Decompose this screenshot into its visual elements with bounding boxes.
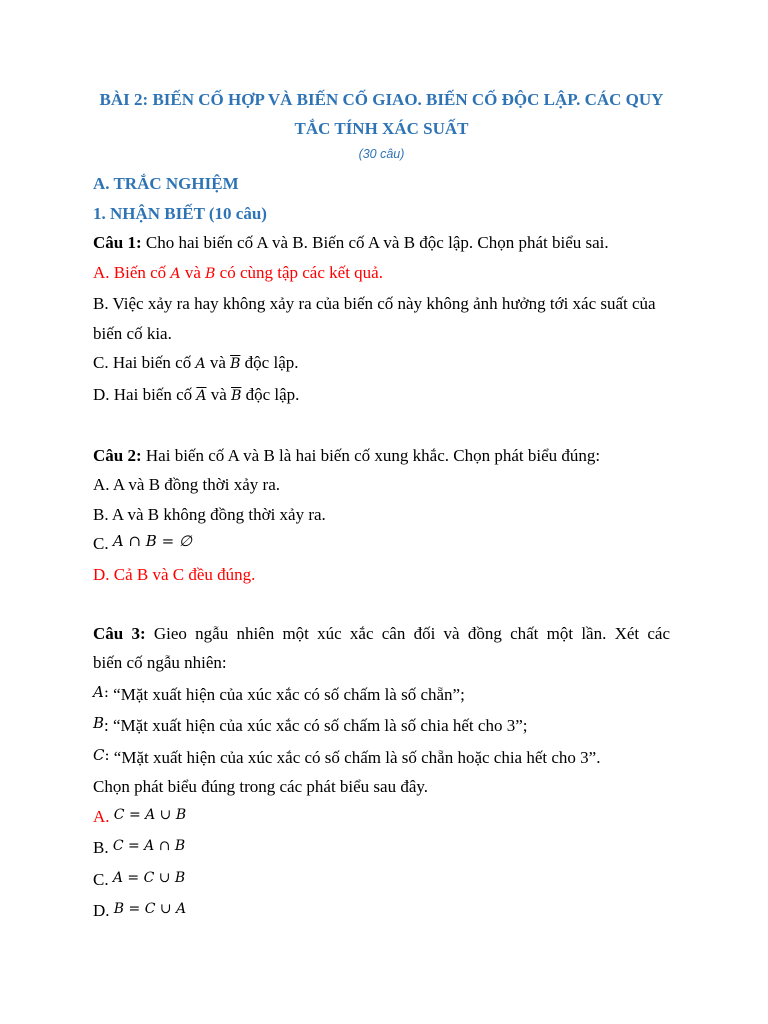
event-b-colon: : <box>104 716 109 735</box>
question-2 <box>93 441 670 471</box>
document-page <box>93 85 670 928</box>
option-d-prefix: D. Hai biến cố <box>93 384 197 404</box>
option-d-suffix: độc lập. <box>241 384 300 404</box>
question-1 <box>93 228 670 258</box>
question-2-option-c <box>93 529 670 560</box>
question-1-option-c <box>93 348 670 380</box>
question-1-label: Câu 1: <box>93 233 142 252</box>
event-c-colon: : <box>104 745 110 764</box>
option-a-formula: C = A ∪ B <box>113 806 187 823</box>
option-b-label: B. <box>93 838 113 857</box>
event-a <box>93 678 670 710</box>
event-a-text: “Mặt xuất hiện của xúc xắc có số chấm là số chẵn”; <box>108 684 465 704</box>
section-heading-1: 1. NHẬN BIẾT (10 câu) <box>93 203 267 223</box>
option-c-label: C. <box>93 869 113 889</box>
question-1-text: Cho hai biến cố A và B. Biến cố A và B độc lập. Chọn phát biểu sai. <box>141 233 609 252</box>
option-a-mid: và <box>180 262 206 282</box>
option-a-prefix: A. Biến cố <box>93 262 171 282</box>
section-heading-a: A. TRẮC NGHIỆM <box>93 174 239 193</box>
question-2-option-b: B. A và B không đồng thời xảy ra. <box>93 504 326 524</box>
option-c-label: C. <box>93 534 113 553</box>
event-c-name: C <box>93 745 105 764</box>
event-c <box>93 741 670 773</box>
question-2-option-a: A. A và B đồng thời xảy ra. <box>93 475 280 494</box>
question-3-prompt: Chọn phát biểu đúng trong các phát biểu sau đây. <box>93 777 429 796</box>
spacer <box>93 589 670 619</box>
event-a-colon: : <box>103 682 109 701</box>
event-a-name: A <box>93 682 104 701</box>
question-3-text-cont: biến cố ngẫu nhiên: <box>93 653 227 672</box>
spacer <box>93 411 670 441</box>
var-a-complement: $\overline{A}$ <box>196 387 207 404</box>
event-b <box>93 709 670 741</box>
question-2-option-d: D. Cả B và C đều đúng. <box>93 564 256 584</box>
option-b-formula: C = A ∩ B <box>112 838 186 854</box>
event-b-name: B <box>93 714 105 732</box>
question-1-option-a <box>93 258 670 290</box>
question-1-option-b: B. Việc xảy ra hay không xảy ra của biến cố này không ảnh hưởng tới xác suất của biến cố kia. <box>93 294 656 343</box>
question-1-option-d <box>93 380 670 412</box>
question-3-option-c <box>93 865 670 897</box>
question-2-label: Câu 2: <box>93 445 142 465</box>
option-c-mid: và <box>205 353 231 372</box>
event-b-text: “Mặt xuất hiện của xúc xắc có số chấm là số chia hết cho 3”; <box>108 716 528 735</box>
var-a: A <box>170 265 181 282</box>
question-3 <box>93 619 670 649</box>
page-title: BÀI 2: BIẾN CỐ HỢP VÀ BIẾN CỐ GIAO. BIẾN CỐ ĐỘC LẬP. CÁC QUY TẮC TÍNH XÁC SUẤT <box>99 90 664 138</box>
option-d-mid: và <box>206 384 232 404</box>
question-3-text: Gieo ngẫu nhiên một xúc xắc cân đối và đồng chất một lần. Xét các <box>145 623 670 643</box>
option-d-formula: B = C ∪ A <box>113 901 187 917</box>
intersection-formula: A ∩ B = ∅ <box>112 532 192 550</box>
var-b: B <box>205 265 216 282</box>
question-3-option-a <box>93 802 670 834</box>
option-c-suffix: độc lập. <box>240 353 299 372</box>
event-c-text: “Mặt xuất hiện của xúc xắc có số chấm là số chẵn hoặc chia hết cho 3”. <box>109 747 601 767</box>
option-d-label: D. <box>93 901 114 920</box>
option-a-suffix: có cùng tập các kết quả. <box>215 262 383 282</box>
question-3-label: Câu 3: <box>93 623 146 643</box>
question-2-text: Hai biến cố A và B là hai biến cố xung khắc. Chọn phát biểu đúng: <box>141 445 601 465</box>
option-a-label: A. <box>93 806 114 826</box>
question-3-option-b <box>93 833 670 865</box>
option-c-prefix: C. Hai biến cố <box>93 353 196 372</box>
var-b-complement: $\overline{B}$ <box>231 387 242 404</box>
var-b-complement: $\overline{B}$ <box>230 356 241 372</box>
page-subtitle: (30 câu) <box>358 147 405 161</box>
question-3-option-d <box>93 896 670 928</box>
var-a: A <box>195 356 206 372</box>
option-c-formula: A = C ∪ B <box>112 869 186 886</box>
